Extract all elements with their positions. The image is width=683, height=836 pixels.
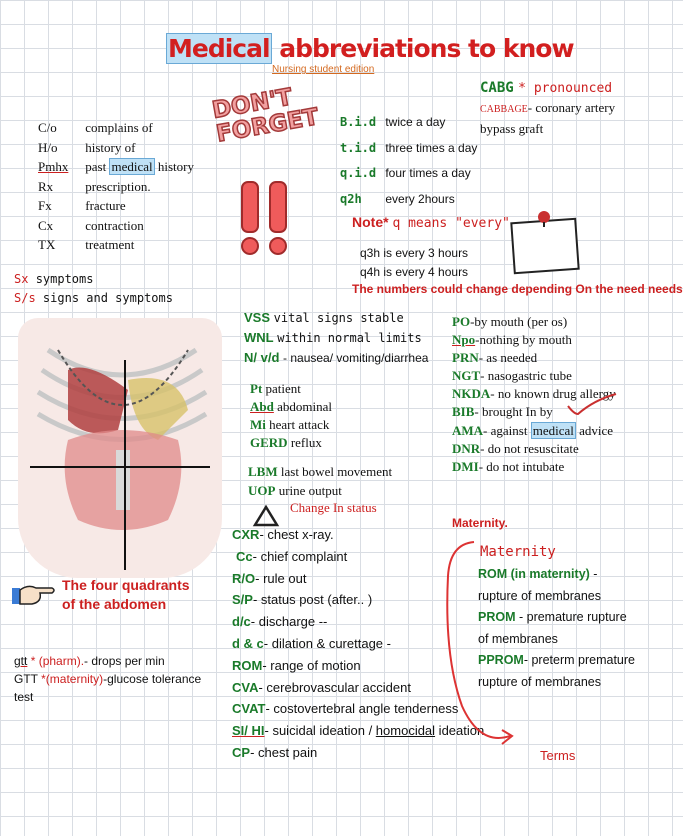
list-item: Cx contraction [38, 217, 144, 233]
list-item: LBM last bowel movement [248, 464, 393, 479]
maternity-heading: Maternity [480, 544, 556, 560]
list-item: CVAT- costovertebral angle tenderness [232, 701, 459, 717]
list-item: CP- chest pain [232, 744, 318, 760]
left-abbr-list [38, 118, 194, 255]
terms-label: Terms [540, 748, 576, 763]
list-item: WNL within normal limits [244, 330, 422, 345]
quadrant-vertical-line [124, 360, 126, 570]
cabg-meaning: - coronary artery [527, 100, 616, 115]
list-item: CVA- cerebrovascular accident [232, 679, 411, 695]
list-item: Pt patient [250, 381, 301, 396]
list-item: rupture of membranes [478, 674, 601, 689]
cabg-block [480, 78, 615, 138]
list-item: Rx prescription. [38, 178, 151, 194]
title-rest: abbreviations to know [271, 34, 574, 63]
patient-list [250, 380, 332, 452]
cabg-pron-label: * pronounced [518, 81, 613, 96]
list-item: t.i.d three times a day [340, 140, 478, 155]
output-list [248, 462, 392, 500]
note-label: Note* [352, 214, 389, 230]
list-item: C/o complains of [38, 120, 153, 135]
note-examples [360, 244, 468, 282]
list-item: DNR- do not resuscitate [452, 440, 579, 456]
list-item: DMI- do not intubate [452, 458, 565, 474]
frequency-list [340, 110, 477, 212]
list-item: ROM- range of motion [232, 657, 361, 673]
list-item: Fx fracture [38, 198, 126, 213]
list-item: d & c- dilation & curettage - [232, 635, 391, 651]
list-item: q.i.d four times a day [340, 166, 471, 180]
list-item: NGT- nasogastric tube [452, 368, 572, 384]
checkmark-icon [566, 392, 618, 418]
list-item: Mi heart attack [250, 417, 330, 432]
list-item: GERD reflux [250, 435, 322, 450]
exclamation-icon [236, 178, 300, 258]
vitals-list [244, 308, 428, 368]
list-item: TX treatment [38, 237, 135, 252]
list-item: Pmhx past medical history [38, 159, 194, 174]
list-item: B.i.d twice a day [340, 115, 446, 129]
list-item: q4h is every 4 hours [360, 265, 469, 279]
list-item: GTT *(maternity)-glucose tolerance [14, 672, 202, 686]
quadrants-label: The four quadrants of the abdomen [62, 577, 190, 612]
list-item: R/O- rule out [232, 570, 307, 586]
list-item: of membranes [478, 631, 558, 646]
pointing-hand-icon [10, 578, 56, 608]
list-item: PRN- as needed [452, 350, 538, 366]
list-item: S/P- status post (after.. ) [232, 592, 373, 608]
list-item: SI/ HI- suicidal ideation / homocidal ideation [232, 723, 485, 739]
list-item: Sx symptoms [14, 272, 94, 286]
gtt-block [14, 652, 201, 706]
list-item: ROM (in maternity) - [478, 567, 598, 581]
list-item: AMA- against medical advice [452, 422, 614, 438]
symptoms-list [14, 270, 173, 308]
list-item: Abd abdominal [250, 399, 332, 414]
list-item: q2h every 2hours [340, 191, 455, 206]
list-item: q3h is every 3 hours [360, 246, 469, 260]
pushpin-icon [534, 208, 554, 228]
cabg-abbr: CABG [480, 80, 514, 96]
list-item: NKDA- no known drug allergy [452, 386, 616, 402]
list-item: d/c- discharge -- [232, 614, 328, 630]
list-item: gtt * (pharm).- drops per min [14, 654, 165, 668]
list-item: PPROM- preterm premature [478, 653, 635, 667]
note-text: q means "every" [392, 216, 510, 231]
quadrant-horizontal-line [30, 466, 210, 468]
page-title [166, 34, 574, 63]
note-footer: The numbers could change depending On the need needs [352, 282, 683, 296]
list-item: N/ v/d - nausea/ vomiting/diarrhea [244, 350, 429, 365]
list-item: PROM - premature rupture [478, 610, 627, 624]
dont-forget-sticker: DON'T FORGET [210, 84, 321, 148]
list-item: Npo-nothing by mouth [452, 332, 572, 348]
cabg-meaning2: bypass graft [480, 121, 544, 136]
title-highlight: Medical [168, 34, 270, 63]
maternity-list [478, 564, 635, 693]
change-in-status: Change In status [290, 500, 377, 515]
list-item: UOP urine output [248, 483, 342, 498]
list-item: CXR- chest x-ray. [232, 527, 334, 542]
list-item: VSS vital signs stable [244, 310, 404, 325]
list-item: rupture of membranes [478, 588, 601, 603]
list-item: Cc- chief complaint [236, 548, 348, 564]
list-item: H/o history of [38, 139, 136, 155]
page-subtitle: Nursing student edition [272, 64, 375, 75]
note [352, 214, 510, 231]
maternity-label: Maternity. [452, 516, 508, 530]
list-item: S/s signs and symptoms [14, 291, 173, 305]
cabg-pron: CABBAGE [480, 104, 528, 115]
list-item: BIB- brought In by [452, 404, 553, 420]
abdomen-organs-icon [28, 330, 216, 570]
list-item: PO-by mouth (per os) [452, 314, 568, 329]
list-item: test [14, 690, 34, 704]
